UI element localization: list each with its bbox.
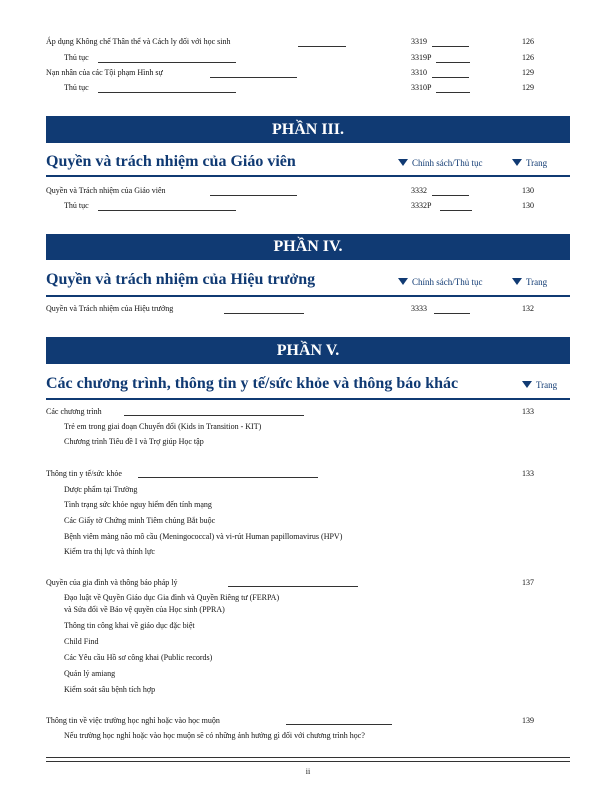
footer-rule — [46, 757, 570, 758]
section-item: Child Find — [64, 637, 99, 646]
column-header-page: Trang — [512, 158, 547, 168]
toc-row-label: Quyền và Trách nhiệm của Hiệu trưởng — [46, 304, 174, 313]
triangle-down-icon — [522, 381, 532, 388]
leader-line — [440, 210, 472, 211]
section-item: Chương trình Tiêu đề I và Trợ giúp Học tập — [64, 437, 204, 446]
leader-line — [436, 62, 470, 63]
section-item: Trẻ em trong giai đoạn Chuyển đổi (Kids in Transition - KIT) — [64, 422, 262, 431]
leader-line — [286, 724, 392, 725]
section-page: 139 — [522, 716, 534, 725]
page-number: ii — [305, 767, 311, 776]
leader-line — [98, 210, 236, 211]
section-item: và Sửa đổi về Bảo vệ quyền của Học sinh (PPRA) — [64, 605, 225, 614]
section-title: Quyền của gia đình và thông báo pháp lý — [46, 578, 178, 587]
leader-line — [224, 313, 304, 314]
section-item: Các Giấy tờ Chứng minh Tiêm chủng Bắt buộc — [64, 516, 216, 525]
section-item: Tình trạng sức khỏe nguy hiểm đến tính mạng — [64, 500, 212, 509]
toc-row-page: 130 — [522, 186, 534, 195]
section-item: Kiểm soát sâu bệnh tích hợp — [64, 685, 156, 694]
leader-line — [436, 92, 470, 93]
triangle-down-icon — [512, 278, 522, 285]
leader-line — [432, 46, 469, 47]
section-title: Thông tin y tế/sức khỏe — [46, 469, 122, 478]
toc-row-label: Thủ tục — [64, 201, 89, 210]
toc-row-page: 129 — [522, 83, 534, 92]
section-rule — [46, 295, 570, 297]
toc-row-label: Nạn nhân của các Tội phạm Hình sự — [46, 68, 163, 77]
part-4-banner: PHẦN IV. — [46, 234, 570, 260]
section-item: Kiểm tra thị lực và thính lực — [64, 547, 155, 556]
section-page: 137 — [522, 578, 534, 587]
toc-row-label: Thủ tục — [64, 53, 89, 62]
column-header-page: Trang — [512, 277, 547, 287]
toc-row-label: Áp dụng Không chế Thân thể và Cách ly đối với học sinh — [46, 37, 231, 46]
toc-row-label: Quyền và Trách nhiệm của Giáo viên — [46, 186, 166, 195]
toc-row-page: 132 — [522, 304, 534, 313]
section-item: Các Yêu cầu Hồ sơ công khai (Public records) — [64, 653, 213, 662]
triangle-down-icon — [398, 278, 408, 285]
leader-line — [210, 195, 297, 196]
section-rule — [46, 398, 570, 400]
part-5-heading: Các chương trình, thông tin y tế/sức khỏe và thông báo khác — [46, 375, 459, 392]
footer-rule — [46, 761, 570, 762]
section-title: Thông tin về việc trường học nghỉ hoặc vào học muộn — [46, 716, 220, 725]
triangle-down-icon — [398, 159, 408, 166]
leader-line — [228, 586, 358, 587]
toc-row-code: 3333 — [411, 304, 427, 313]
section-item: Dược phẩm tại Trường — [64, 485, 138, 494]
toc-row-page: 130 — [522, 201, 534, 210]
section-page: 133 — [522, 407, 534, 416]
toc-row-code: 3319 — [411, 37, 427, 46]
toc-row-code: 3310 — [411, 68, 427, 77]
leader-line — [432, 77, 469, 78]
leader-line — [298, 46, 346, 47]
section-item: Quản lý amiang — [64, 669, 116, 678]
leader-line — [124, 415, 304, 416]
section-page: 133 — [522, 469, 534, 478]
section-item: Thông tin công khai về giáo dục đặc biệt — [64, 621, 195, 630]
column-header-page: Trang — [522, 380, 557, 390]
part-4-heading: Quyền và trách nhiệm của Hiệu trưởng — [46, 271, 316, 288]
leader-line — [98, 92, 236, 93]
leader-line — [138, 477, 318, 478]
toc-row-page: 126 — [522, 53, 534, 62]
leader-line — [434, 313, 470, 314]
toc-row-code: 3332P — [411, 201, 432, 210]
toc-row-code: 3332 — [411, 186, 427, 195]
toc-row-code: 3319P — [411, 53, 432, 62]
section-rule — [46, 175, 570, 177]
toc-row-label: Thủ tục — [64, 83, 89, 92]
leader-line — [432, 195, 469, 196]
section-item: Bệnh viêm màng não mô cầu (Meningococcal) và vi-rút Human papillomavirus (HPV) — [64, 532, 343, 541]
toc-row-page: 129 — [522, 68, 534, 77]
section-title: Các chương trình — [46, 407, 102, 416]
part-5-banner: PHẦN V. — [46, 337, 570, 364]
toc-row-page: 126 — [522, 37, 534, 46]
triangle-down-icon — [512, 159, 522, 166]
section-item: Đạo luật về Quyền Giáo dục Gia đình và Quyền Riêng tư (FERPA) — [64, 593, 280, 602]
leader-line — [98, 62, 236, 63]
toc-row-code: 3310P — [411, 83, 432, 92]
part-3-heading: Quyền và trách nhiệm của Giáo viên — [46, 153, 296, 170]
section-item: Nếu trường học nghỉ hoặc vào học muộn sẽ có những ảnh hưởng gì đối với chương trình học? — [64, 731, 365, 740]
part-3-banner: PHẦN III. — [46, 116, 570, 143]
column-header-policy: Chính sách/Thủ tục — [398, 158, 483, 168]
column-header-policy: Chính sách/Thủ tục — [398, 277, 483, 287]
leader-line — [210, 77, 297, 78]
